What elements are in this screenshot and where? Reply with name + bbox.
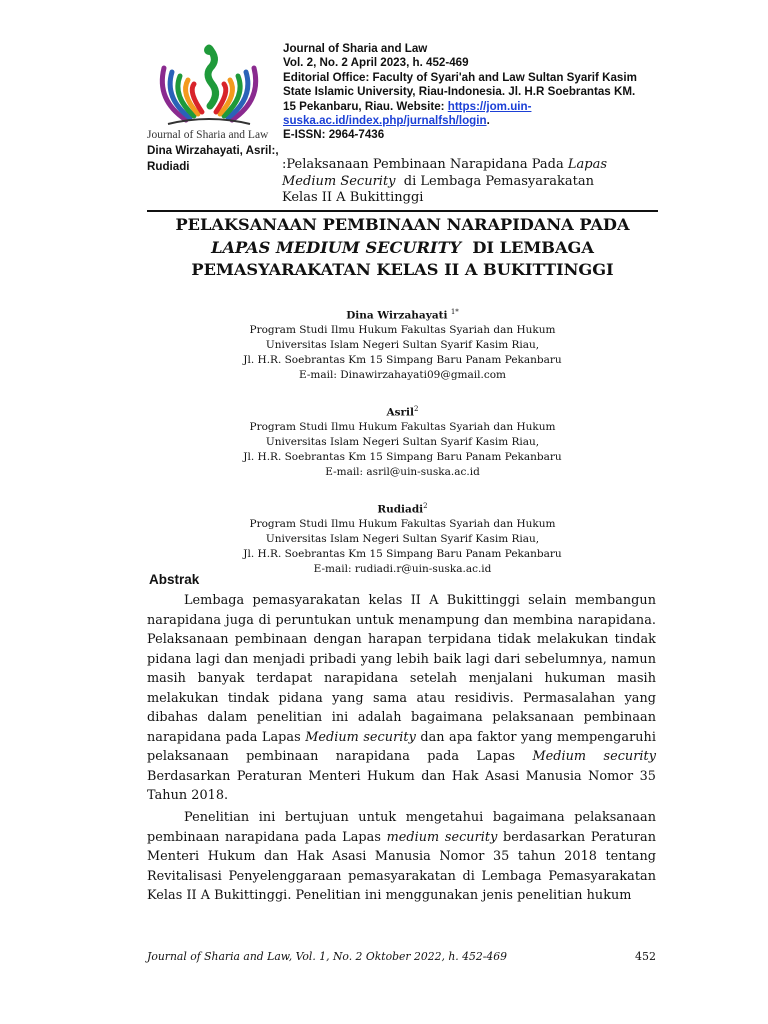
volume-line: Vol. 2, No. 2 April 2023, h. 452-469 — [283, 56, 469, 70]
editorial-line-1: Editorial Office: Faculty of Syari'ah and Law Sultan Syarif Kasim — [283, 70, 637, 84]
abstract-heading: Abstrak — [149, 572, 200, 587]
author-email: E-mail: rudiadi.r@uin-suska.ac.id — [313, 562, 492, 575]
header-divider — [147, 210, 658, 212]
journal-name: Journal of Sharia and Law — [283, 42, 428, 55]
author-block — [147, 305, 658, 382]
abstract-p1-italic-1: Medium security — [305, 729, 416, 745]
paper-title-line-2-text: DI LEMBAGA — [461, 237, 594, 257]
author-univ: Universitas Islam Negeri Sultan Syarif Kasim Riau, — [265, 339, 540, 352]
journal-info — [283, 42, 663, 143]
paper-title-italic: LAPAS MEDIUM SECURITY — [211, 237, 462, 257]
authors-short-line-1: Dina Wirzahayati, Asril:, — [147, 144, 279, 157]
running-title — [282, 157, 657, 207]
abstract-p1-text-c: Berdasarkan Peraturan Menteri Hukum dan Hak Asasi Manusia Nomor 35 Tahun 2018. — [147, 768, 656, 803]
paper-title — [147, 214, 658, 282]
website-link-part-2[interactable]: suska.ac.id/index.php/jurnalfsh/login — [283, 114, 487, 128]
paper-title-line-2 — [147, 237, 658, 260]
author-addr: Jl. H.R. Soebrantas Km 15 Simpang Baru Panam Pekanbaru — [243, 450, 562, 463]
author-dept: Program Studi Ilmu Hukum Fakultas Syariah dan Hukum — [249, 518, 556, 531]
author-block — [147, 499, 658, 576]
running-title-line-1 — [282, 157, 657, 174]
abstract-p1-text-b: dan apa faktor yang mempengaruhi pelaksanaan pembinaan narapidana pada Lapas — [147, 729, 656, 764]
author-name — [147, 499, 658, 517]
author-sup: 2 — [414, 405, 419, 413]
paper-title-line-1: PELAKSANAAN PEMBINAAN NARAPIDANA PADA — [175, 215, 630, 234]
journal-logo-icon — [146, 40, 276, 140]
logo-caption: Journal of Sharia and Law — [147, 129, 269, 141]
running-title-italic-2: Medium Security — [282, 173, 396, 189]
abstract-p2-text-b: berdasarkan Peraturan Menteri Hukum dan Hak Asasi Manusia Nomor 35 tahun 2018 tentang Revitalisasi Penyelenggaraan pemasyarakatan di Lembaga Pemasyarakatan Kelas II A Bukittinggi. Penelitian ini menggunakan jenis penelitian hukum — [147, 829, 656, 903]
running-title-italic-1: Lapas — [567, 157, 608, 172]
author-dept: Program Studi Ilmu Hukum Fakultas Syariah dan Hukum — [249, 421, 556, 434]
footer-citation: Journal of Sharia and Law, Vol. 1, No. 2 Oktober 2022, h. 452-469 — [147, 950, 508, 963]
author-email: E-mail: Dinawirzahayati09@gmail.com — [299, 368, 506, 381]
running-title-text-2: di Lembaga Pemasyarakatan — [395, 173, 594, 189]
abstract-paragraph-2 — [147, 808, 656, 906]
author-name-text: Rudiadi — [377, 503, 424, 516]
author-email: E-mail: asril@uin-suska.ac.id — [325, 465, 480, 478]
author-name — [147, 305, 658, 323]
issn: E-ISSN: 2964-7436 — [283, 128, 385, 142]
abstract-p2-italic-1: medium security — [386, 829, 498, 845]
abstract-p1-text-a: Lembaga pemasyarakatan kelas II A Bukittinggi selain membangun narapidana juga di peruntukan untuk menampung dan membina narapidana. Pelaksanaan pembinaan dengan harapan terpidana tidak melakukan tindak pidana lagi dan menjadi pribadi yang lebih baik lagi dari sebelumnya, namun masih banyak terdapat narapidana setelah menjalani hukuman masih melakukan tindak pidana yang sama atau residivis. Permasalahan yang dibahas dalam penelitian ini adalah bagaimana pelaksanaan pembinaan narapidana pada Lapas — [147, 593, 656, 745]
running-title-text-1: :Pelaksanaan Pembinaan Narapidana Pada — [282, 157, 568, 172]
website-suffix: . — [486, 114, 490, 128]
author-univ: Universitas Islam Negeri Sultan Syarif Kasim Riau, — [265, 533, 540, 546]
author-name-text: Asril — [386, 406, 415, 419]
author-addr: Jl. H.R. Soebrantas Km 15 Simpang Baru Panam Pekanbaru — [243, 547, 562, 560]
author-name-text: Dina Wirzahayati — [346, 309, 448, 322]
running-title-line-3: Kelas II A Bukittinggi — [282, 190, 424, 205]
website-link-part-1[interactable]: https://jom.uin- — [447, 99, 532, 113]
abstract-p2-text-a: Penelitian ini bertujuan untuk mengetahui bagaimana pelaksanaan pembinaan narapidana pada Lapas — [147, 810, 656, 845]
author-block — [147, 402, 658, 479]
running-title-line-2 — [282, 174, 657, 191]
author-dept: Program Studi Ilmu Hukum Fakultas Syariah dan Hukum — [249, 324, 556, 337]
author-univ: Universitas Islam Negeri Sultan Syarif Kasim Riau, — [265, 436, 540, 449]
paper-title-line-3: PEMASYARAKATAN KELAS II A BUKITTINGGI — [191, 260, 614, 279]
author-sup: 2 — [423, 502, 428, 510]
author-addr: Jl. H.R. Soebrantas Km 15 Simpang Baru Panam Pekanbaru — [243, 353, 562, 366]
editorial-line-3 — [283, 100, 663, 114]
editorial-line-3-text: 15 Pekanbaru, Riau. Website: — [283, 99, 448, 113]
editorial-line-2: State Islamic University, Riau-Indonesia. Jl. H.R Soebrantas KM. — [283, 85, 636, 99]
website-line — [283, 114, 663, 128]
author-name — [147, 402, 658, 420]
authors-short-line-2: Rudiadi — [147, 160, 190, 173]
abstract-p1-italic-2: Medium security — [532, 749, 656, 764]
abstract-paragraph-1 — [147, 591, 656, 806]
page-number: 452 — [635, 950, 656, 963]
author-sup: 1* — [450, 308, 459, 316]
